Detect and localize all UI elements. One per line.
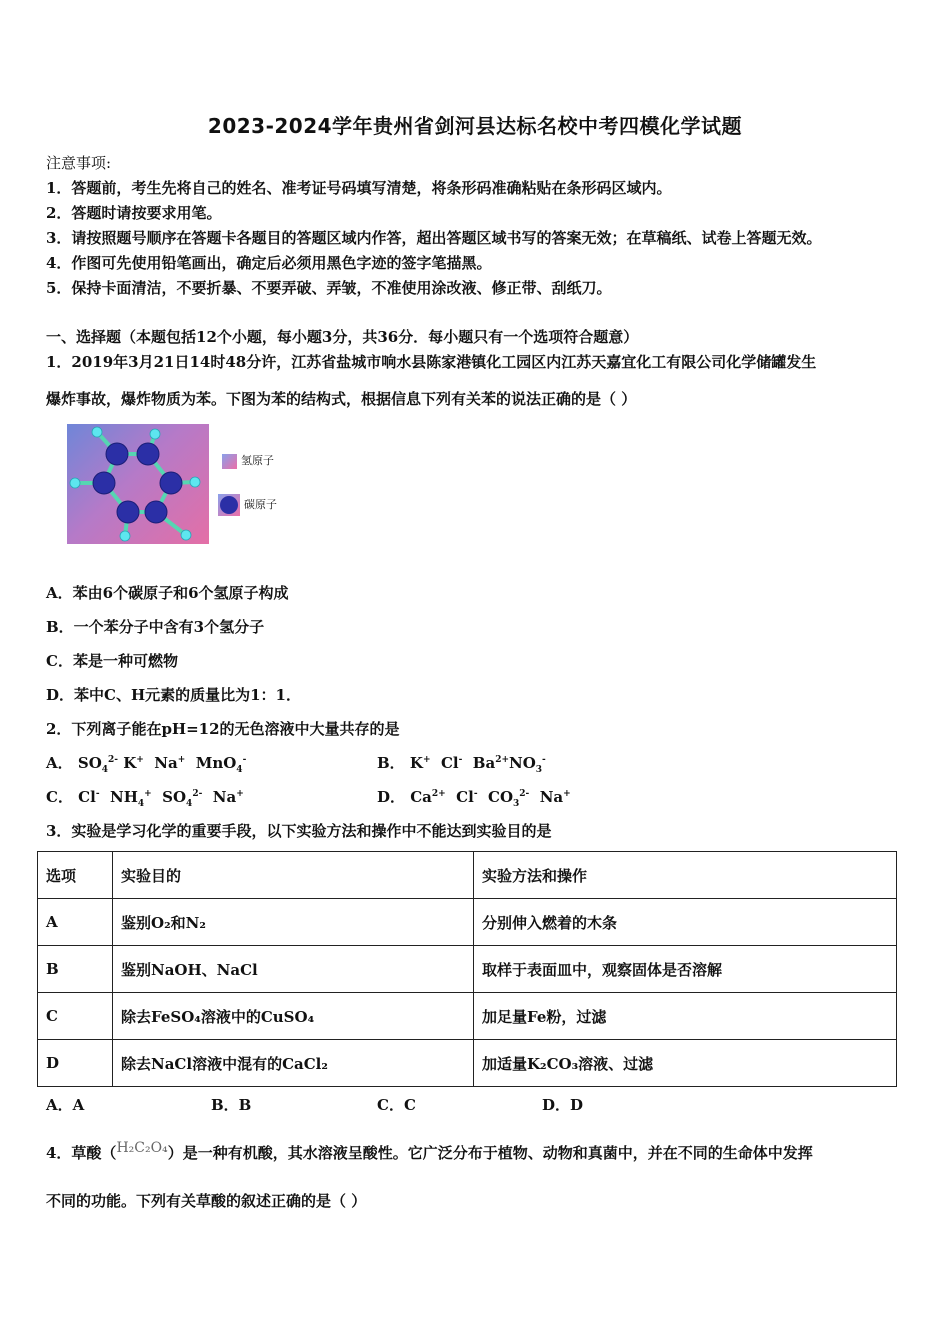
table-cell: 取样于表面皿中，观察固体是否溶解 <box>474 946 897 993</box>
oxalic-acid-formula: H₂C₂O₄ <box>116 1140 168 1156</box>
q2-option-d: D． $Ca^{2+}$ Cl- $CO_3^{2-}$ Na+ <box>377 788 571 809</box>
section-heading: 一、选择题（本题包括12个小题，每小题3分，共36分．每小题只有一个选项符合题意） <box>46 328 639 346</box>
page-title: 2023-2024学年贵州省剑河县达标名校中考四模化学试题 <box>207 114 743 138</box>
table-header-row <box>38 852 897 899</box>
q2-option-b: B． K+ Cl- $Ba^{2+}NO_3^-$ <box>377 754 546 775</box>
q1-option-d: D．苯中C、H元素的质量比为1：1． <box>46 686 301 704</box>
table-cell: 除去FeSO₄溶液中的CuSO₄ <box>113 993 474 1040</box>
carbon-swatch-icon <box>218 494 240 516</box>
benzene-molecule-image <box>67 424 209 544</box>
q1-stem-line2: 爆炸事故，爆炸物质为苯。下图为苯的结构式，根据信息下列有关苯的说法正确的是（ ） <box>46 390 637 408</box>
q3-answer-d: D．D <box>542 1096 584 1114</box>
table-row <box>38 1040 897 1087</box>
table-header-cell: 选项 <box>38 852 113 899</box>
q2-stem: 2．下列离子能在pH=12的无色溶液中大量共存的是 <box>46 720 400 738</box>
notice-item: 3．请按照题号顺序在答题卡各题目的答题区域内作答，超出答题区域书写的答案无效；在草稿纸、试卷上答题无效。 <box>46 229 822 247</box>
q1-option-b: B．一个苯分子中含有3个氢分子 <box>46 618 265 636</box>
table-cell: 加足量Fe粉，过滤 <box>474 993 897 1040</box>
q3-experiment-table <box>37 851 897 1087</box>
notice-item: 1．答题前，考生先将自己的姓名、准考证号码填写清楚，将条形码准确粘贴在条形码区域内。 <box>46 179 672 197</box>
table-cell: 分别伸入燃着的木条 <box>474 899 897 946</box>
q1-stem-line1: 1．2019年3月21日14时48分许，江苏省盐城市响水县陈家港镇化工园区内江苏天嘉宜化工有限公司化学储罐发生 <box>46 353 817 371</box>
legend-hydrogen-label: 氢原子 <box>241 454 274 467</box>
legend-carbon <box>218 494 277 516</box>
q1-option-c: C．苯是一种可燃物 <box>46 652 178 670</box>
q1-option-a: A．苯由6个碳原子和6个氢原子构成 <box>46 584 289 602</box>
table-cell: B <box>38 946 113 993</box>
table-cell: 除去NaCl溶液中混有的CaCl₂ <box>113 1040 474 1087</box>
q2-option-a: A． $SO_4^{2-}$ K+ Na+ MnO$_4$- <box>46 754 247 775</box>
notice-heading: 注意事项: <box>46 154 112 172</box>
table-cell: 加适量K₂CO₃溶液、过滤 <box>474 1040 897 1087</box>
notice-item: 4．作图可先使用铅笔画出，确定后必须用黑色字迹的签字笔描黑。 <box>46 254 492 272</box>
legend-hydrogen <box>222 452 274 469</box>
q4-stem-line1: 4．草酸（H₂C₂O₄）是一种有机酸，其水溶液呈酸性。它广泛分布于植物、动物和真菌中，并在不同的生命体中发挥 <box>46 1140 813 1162</box>
q3-stem: 3．实验是学习化学的重要手段，以下实验方法和操作中不能达到实验目的是 <box>46 822 552 840</box>
table-header-cell: 实验方法和操作 <box>474 852 897 899</box>
q3-answer-c: C．C <box>377 1096 416 1114</box>
table-row <box>38 899 897 946</box>
notice-item: 5．保持卡面清洁，不要折暴、不要弄破、弄皱，不准使用涂改液、修正带、刮纸刀。 <box>46 279 612 297</box>
table-cell: A <box>38 899 113 946</box>
table-cell: 鉴别O₂和N₂ <box>113 899 474 946</box>
table-row <box>38 946 897 993</box>
q3-answer-b: B．B <box>211 1096 252 1114</box>
table-cell: D <box>38 1040 113 1087</box>
table-header-cell: 实验目的 <box>113 852 474 899</box>
q2-option-c: C． Cl- $NH_4^+$ $SO_4^{2-}$ Na+ <box>46 788 244 809</box>
legend-carbon-label: 碳原子 <box>244 498 277 511</box>
notice-item: 2．答题时请按要求用笔。 <box>46 204 222 222</box>
table-cell: C <box>38 993 113 1040</box>
q4-stem-line2: 不同的功能。下列有关草酸的叙述正确的是（ ） <box>46 1192 367 1210</box>
benzene-structure-icon <box>67 424 209 544</box>
hydrogen-swatch-icon <box>222 454 237 469</box>
q3-answer-a: A．A <box>46 1096 85 1114</box>
table-row <box>38 993 897 1040</box>
table-cell: 鉴别NaOH、NaCl <box>113 946 474 993</box>
